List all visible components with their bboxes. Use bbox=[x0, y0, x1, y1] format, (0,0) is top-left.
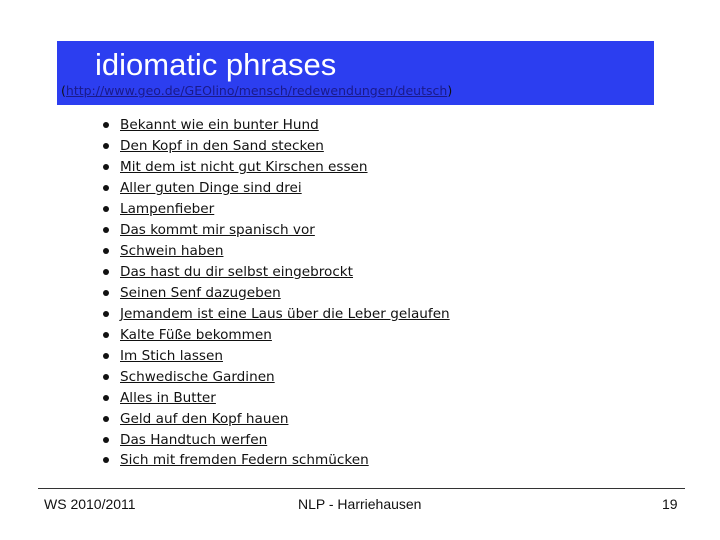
footer-semester: WS 2010/2011 bbox=[44, 496, 136, 512]
phrase-link[interactable]: Lampenfieber bbox=[120, 201, 215, 218]
phrase-link[interactable]: Im Stich lassen bbox=[120, 347, 223, 364]
phrase-link[interactable]: Sich mit fremden Federn schmücken bbox=[120, 452, 369, 469]
title-banner bbox=[57, 41, 654, 105]
list-item bbox=[100, 157, 450, 178]
phrase-link[interactable]: Schwedische Gardinen bbox=[120, 368, 275, 385]
phrase-link[interactable]: Bekannt wie ein bunter Hund bbox=[120, 117, 319, 134]
bullet-icon bbox=[103, 290, 109, 296]
list-item bbox=[100, 303, 450, 324]
list-item bbox=[100, 115, 450, 136]
bullet-icon bbox=[103, 374, 109, 380]
phrase-link[interactable]: Den Kopf in den Sand stecken bbox=[120, 138, 324, 155]
list-item bbox=[100, 408, 450, 429]
bullet-icon bbox=[103, 353, 109, 359]
bullet-icon bbox=[103, 164, 109, 170]
phrase-link[interactable]: Schwein haben bbox=[120, 243, 224, 260]
phrase-link[interactable]: Mit dem ist nicht gut Kirschen essen bbox=[120, 159, 368, 176]
list-item bbox=[100, 283, 450, 304]
phrase-link[interactable]: Jemandem ist eine Laus über die Leber gelaufen bbox=[120, 305, 450, 322]
phrase-link[interactable]: Aller guten Dinge sind drei bbox=[120, 180, 302, 197]
list-item bbox=[100, 429, 450, 450]
bullet-icon bbox=[103, 227, 109, 233]
footer-course: NLP - Harriehausen bbox=[298, 496, 422, 512]
list-item bbox=[100, 262, 450, 283]
list-item bbox=[100, 199, 450, 220]
footer-divider bbox=[38, 488, 685, 489]
phrase-link[interactable]: Das hast du dir selbst eingebrockt bbox=[120, 264, 354, 281]
list-item bbox=[100, 450, 450, 471]
phrase-link[interactable]: Das Handtuch werfen bbox=[120, 431, 268, 448]
bullet-icon bbox=[103, 143, 109, 149]
list-item bbox=[100, 345, 450, 366]
phrase-link[interactable]: Kalte Füße bekommen bbox=[120, 326, 272, 343]
bullet-icon bbox=[103, 248, 109, 254]
slide-title: idiomatic phrases bbox=[95, 47, 337, 82]
phrase-list bbox=[100, 115, 450, 471]
phrase-link[interactable]: Alles in Butter bbox=[120, 389, 216, 406]
bullet-icon bbox=[103, 269, 109, 275]
source-open-paren: ( bbox=[61, 83, 66, 98]
bullet-icon bbox=[103, 185, 109, 191]
page-number: 19 bbox=[662, 496, 678, 512]
bullet-icon bbox=[103, 437, 109, 443]
list-item bbox=[100, 178, 450, 199]
list-item bbox=[100, 220, 450, 241]
list-item bbox=[100, 366, 450, 387]
bullet-icon bbox=[103, 457, 109, 463]
list-item bbox=[100, 136, 450, 157]
phrase-link[interactable]: Geld auf den Kopf hauen bbox=[120, 410, 289, 427]
phrase-link[interactable]: Seinen Senf dazugeben bbox=[120, 284, 281, 301]
bullet-icon bbox=[103, 122, 109, 128]
source-reference bbox=[61, 83, 452, 98]
list-item bbox=[100, 324, 450, 345]
list-item bbox=[100, 241, 450, 262]
bullet-icon bbox=[103, 206, 109, 212]
source-close-paren: ) bbox=[447, 83, 453, 98]
bullet-icon bbox=[103, 395, 109, 401]
bullet-icon bbox=[103, 332, 109, 338]
source-link[interactable]: http://www.geo.de/GEOlino/mensch/redewendungen/deutsch bbox=[65, 83, 448, 98]
bullet-icon bbox=[103, 416, 109, 422]
phrase-link[interactable]: Das kommt mir spanisch vor bbox=[120, 222, 315, 239]
bullet-icon bbox=[103, 311, 109, 317]
list-item bbox=[100, 387, 450, 408]
